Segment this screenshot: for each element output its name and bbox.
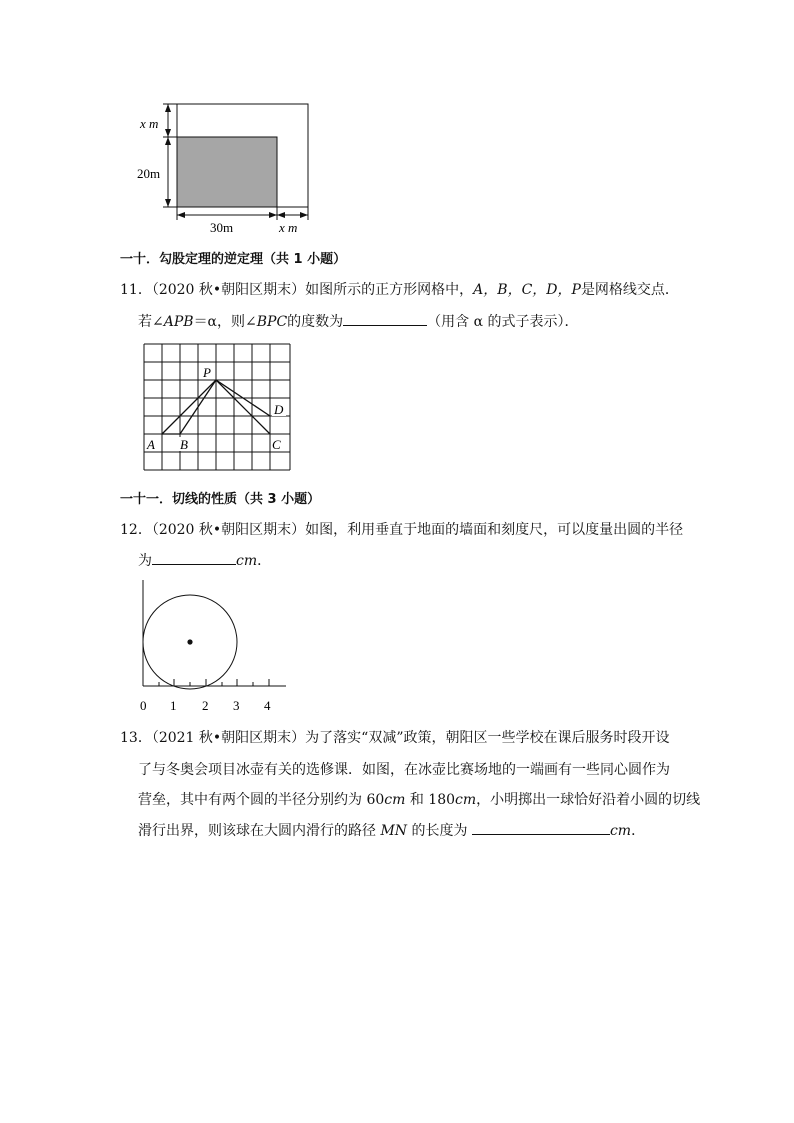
question-12-line1: 12．（2020 秋•朝阳区期末）如图，利用垂直于地面的墙面和刻度尺，可以度量出圆的半径 [120,522,684,538]
label-P: P [203,365,211,380]
label-x-top: x m [140,116,159,131]
answer-blank-12[interactable] [152,550,236,565]
label-30m: 30m [210,220,234,235]
garden-figure [130,98,320,238]
circle-ruler-figure [136,576,292,716]
ruler-label-3: 3 [233,698,240,713]
segment-PC [216,380,270,434]
question-source: （2021 秋•朝阳区期末） [151,730,306,746]
answer-blank-11[interactable] [343,311,427,326]
grid-figure [138,340,298,475]
ruler-label-4: 4 [264,698,271,713]
question-13-line2: 了与冬奥会项目冰壶有关的选修课．如图，在冰壶比赛场地的一端画有一些同心圆作为 [138,762,670,778]
ruler-label-1: 1 [170,698,177,713]
question-13-line1: 13．（2021 秋•朝阳区期末）为了落实“双减”政策，朝阳区一些学校在课后服务时段开设 [120,730,670,746]
question-13-line3: 营垒，其中有两个圆的半径分别约为 60cm 和 180cm，小明掷出一球恰好沿着小圆的切线 [138,792,701,808]
shaded-rectangle [177,137,277,207]
ruler-label-2: 2 [202,698,209,713]
question-12-line2: 为 cm． [138,550,271,571]
question-source: （2020 秋•朝阳区期末） [151,282,306,298]
question-number: 11． [120,282,152,298]
question-number: 13． [120,730,152,746]
question-number: 12． [120,522,152,538]
section-title-10: 一十．勾股定理的逆定理（共 1 小题） [120,252,347,267]
label-C: C [272,437,281,452]
segment-PA [162,380,216,434]
question-13-line4: 滑行出界，则该球在大圆内滑行的路径 MN 的长度为 cm． [138,820,645,841]
question-11-line2: 若∠APB＝α，则∠BPC的度数为 （用含 α 的式子表示）． [138,311,579,332]
label-D: D [274,402,284,417]
answer-blank-13[interactable] [472,820,610,835]
label-B: B [180,437,188,452]
label-A: A [147,437,155,452]
section-title-11: 一十一．切线的性质（共 3 小题） [120,492,321,507]
question-11-line1: 11．（2020 秋•朝阳区期末）如图所示的正方形网格中，A，B，C，D，P是网格线交点． [120,282,679,298]
label-20m: 20m [137,166,161,181]
question-source: （2020 秋•朝阳区期末） [151,522,306,538]
label-x-right: x m [279,220,298,235]
circle-center [187,639,192,644]
ruler-label-0: 0 [140,698,147,713]
